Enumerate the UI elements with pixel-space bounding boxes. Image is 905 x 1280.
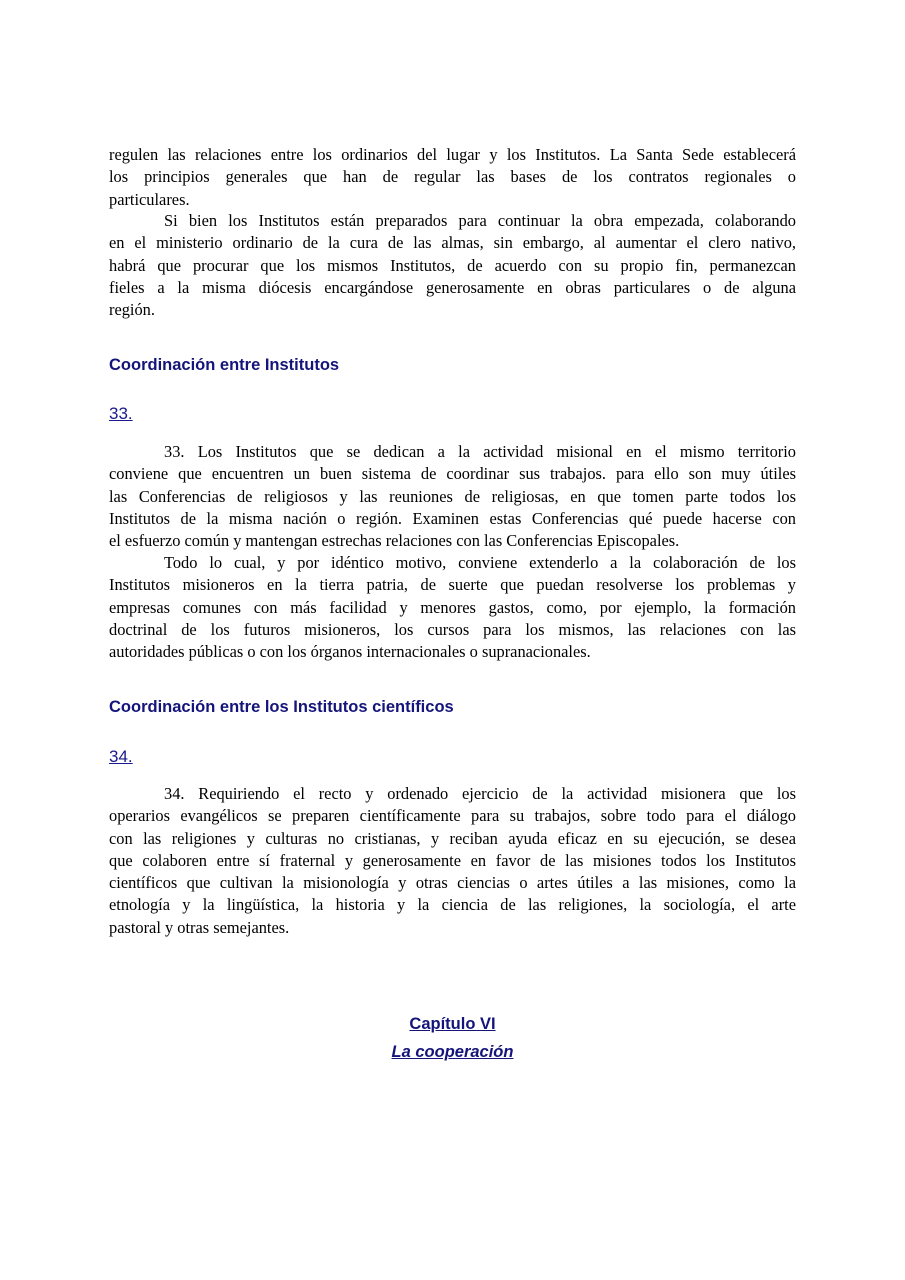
text-line: Institutos misioneros en la tierra patria, de suerte que puedan resolverse los problemas y bbox=[109, 575, 796, 595]
text-line: conviene que encuentren un buen sistema de coordinar sus trabajos. para ello son muy útiles bbox=[109, 464, 796, 484]
paragraph bbox=[109, 783, 796, 939]
text-line: en el ministerio ordinario de la cura de las almas, sin embargo, al aumentar el clero nativo, bbox=[109, 233, 796, 253]
text-line: empresas comunes con más facilidad y menores gastos, como, por ejemplo, la formación bbox=[109, 597, 796, 617]
text-line: científicos que cultivan la misionología y otras ciencias o artes útiles a las misiones, como la bbox=[109, 873, 796, 893]
text-line: Institutos de la misma nación o región. Examinen estas Conferencias qué puede hacerse con bbox=[109, 508, 796, 528]
text-line: que colaboren entre sí fraternal y generosamente en favor de las misiones todos los Institutos bbox=[109, 850, 796, 870]
text-line: Si bien los Institutos están preparados para continuar la obra empezada, colaborando bbox=[164, 211, 796, 230]
text-line: operarios evangélicos se preparen científicamente para su trabajos, sobre todo para el diálogo bbox=[109, 806, 796, 826]
text-line: pastoral y otras semejantes. bbox=[109, 917, 290, 937]
text-line: con las religiones y culturas no cristianas, y reciban ayuda eficaz en su ejecución, se desea bbox=[109, 828, 796, 848]
text-line: fieles a la misma diócesis encargándose generosamente en obras particulares o de alguna bbox=[109, 277, 796, 297]
section-number-link[interactable]: 34. bbox=[109, 747, 133, 766]
section-heading: Coordinación entre los Institutos científicos bbox=[109, 698, 454, 716]
text-line: el esfuerzo común y mantengan estrechas relaciones con las Conferencias Episcopales. bbox=[109, 531, 680, 551]
text-line: etnología y la lingüística, la historia y la ciencia de las religiones, la sociología, el arte bbox=[109, 895, 796, 915]
text-line: particulares. bbox=[109, 189, 190, 209]
text-line: habrá que procurar que los mismos Institutos, de acuerdo con su propio fin, permanezcan bbox=[109, 255, 796, 275]
section-heading: Coordinación entre Institutos bbox=[109, 356, 340, 374]
text-line: las Conferencias de religiosos y las reuniones de religiosas, en que tomen parte todos los bbox=[109, 486, 796, 506]
text-line: región. bbox=[109, 300, 155, 320]
text-line: Todo lo cual, y por idéntico motivo, conviene extenderlo a la colaboración de los bbox=[164, 553, 796, 572]
paragraph bbox=[109, 210, 796, 321]
paragraph bbox=[109, 144, 796, 211]
text-line: regulen las relaciones entre los ordinarios del lugar y los Institutos. La Santa Sede establecerá bbox=[109, 145, 796, 164]
text-line: los principios generales que han de regular las bases de los contratos regionales o bbox=[109, 167, 796, 187]
paragraph bbox=[109, 552, 796, 663]
text-line: 34. Requiriendo el recto y ordenado ejercicio de la actividad misionera que los bbox=[164, 784, 796, 803]
chapter-subtitle-link[interactable]: La cooperación bbox=[391, 1043, 514, 1061]
text-line: autoridades públicas o con los órganos internacionales o supranacionales. bbox=[109, 642, 591, 662]
text-line: 33. Los Institutos que se dedican a la actividad misional en el mismo territorio bbox=[164, 442, 796, 461]
text-line: doctrinal de los futuros misioneros, los cursos para los mismos, las relaciones con las bbox=[109, 619, 796, 639]
paragraph bbox=[109, 441, 796, 552]
section-number-link[interactable]: 33. bbox=[109, 404, 133, 423]
chapter-title-link[interactable]: Capítulo VI bbox=[409, 1015, 496, 1033]
